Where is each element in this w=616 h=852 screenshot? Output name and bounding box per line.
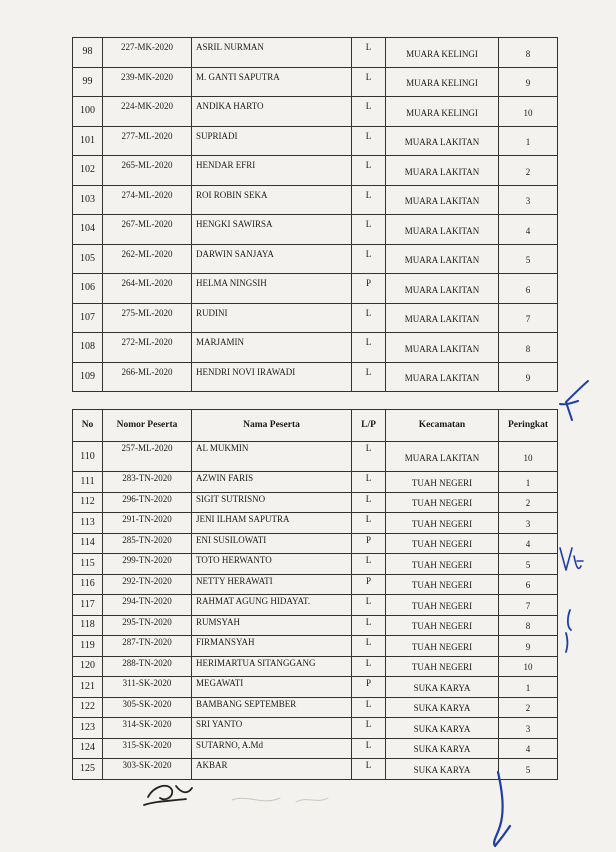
cell-nomor-peserta: 315-SK-2020 — [103, 738, 192, 759]
cell-nama-peserta: HENDRI NOVI IRAWADI — [192, 362, 352, 392]
cell-nomor-peserta: 274-ML-2020 — [103, 185, 192, 215]
cell-kecamatan: MUARA LAKITAN — [386, 215, 499, 245]
cell-nama-peserta: SUPRIADI — [192, 126, 352, 156]
cell-nomor-peserta: 296-TN-2020 — [103, 492, 192, 513]
cell-nama-peserta: RAHMAT AGUNG HIDAYAT. — [192, 595, 352, 616]
cell-peringkat: 3 — [499, 718, 558, 739]
cell-nama-peserta: M. GANTI SAPUTRA — [192, 67, 352, 97]
cell-kecamatan: SUKA KARYA — [386, 759, 499, 780]
cell-nomor-peserta: 239-MK-2020 — [103, 67, 192, 97]
header-nama-peserta: Nama Peserta — [192, 410, 352, 442]
cell-peringkat: 6 — [499, 274, 558, 304]
cell-lp: L — [352, 97, 386, 127]
cell-lp: L — [352, 492, 386, 513]
cell-peringkat: 4 — [499, 533, 558, 554]
cell-nomor-peserta: 292-TN-2020 — [103, 574, 192, 595]
cell-peringkat: 7 — [499, 595, 558, 616]
cell-lp: L — [352, 303, 386, 333]
cell-lp: P — [352, 533, 386, 554]
cell-peringkat: 5 — [499, 554, 558, 575]
cell-nama-peserta: AZWIN FARIS — [192, 472, 352, 493]
cell-lp: L — [352, 362, 386, 392]
cell-kecamatan: TUAH NEGERI — [386, 513, 499, 534]
cell-nomor-peserta: 262-ML-2020 — [103, 244, 192, 274]
cell-nama-peserta: SIGIT SUTRISNO — [192, 492, 352, 513]
cell-no: 118 — [73, 615, 103, 636]
cell-lp: L — [352, 718, 386, 739]
cell-no: 112 — [73, 492, 103, 513]
header-kecamatan: Kecamatan — [386, 410, 499, 442]
cell-peringkat: 5 — [499, 759, 558, 780]
cell-nomor-peserta: 257-ML-2020 — [103, 442, 192, 472]
cell-lp: L — [352, 759, 386, 780]
cell-nomor-peserta: 305-SK-2020 — [103, 697, 192, 718]
cell-kecamatan: MUARA KELINGI — [386, 97, 499, 127]
cell-no: 98 — [73, 38, 103, 68]
cell-kecamatan: SUKA KARYA — [386, 677, 499, 698]
cell-nomor-peserta: 283-TN-2020 — [103, 472, 192, 493]
cell-no: 104 — [73, 215, 103, 245]
paraf-mark-lower-right — [566, 610, 571, 652]
cell-kecamatan: MUARA LAKITAN — [386, 333, 499, 363]
cell-kecamatan: MUARA LAKITAN — [386, 244, 499, 274]
cell-no: 103 — [73, 185, 103, 215]
cell-no: 115 — [73, 554, 103, 575]
cell-kecamatan: TUAH NEGERI — [386, 533, 499, 554]
cell-nomor-peserta: 287-TN-2020 — [103, 636, 192, 657]
cell-kecamatan: MUARA LAKITAN — [386, 362, 499, 392]
cell-nama-peserta: MEGAWATI — [192, 677, 352, 698]
cell-kecamatan: TUAH NEGERI — [386, 636, 499, 657]
header-peringkat: Peringkat — [499, 410, 558, 442]
cell-lp: P — [352, 274, 386, 304]
cell-no: 113 — [73, 513, 103, 534]
cell-nomor-peserta: 291-TN-2020 — [103, 513, 192, 534]
cell-nama-peserta: ROI ROBIN SEKA — [192, 185, 352, 215]
cell-peringkat: 4 — [499, 215, 558, 245]
paraf-mark-middle-right — [560, 548, 583, 570]
cell-nomor-peserta: 267-ML-2020 — [103, 215, 192, 245]
cell-nomor-peserta: 314-SK-2020 — [103, 718, 192, 739]
cell-no: 101 — [73, 126, 103, 156]
cell-lp: L — [352, 615, 386, 636]
cell-nomor-peserta: 303-SK-2020 — [103, 759, 192, 780]
cell-lp: L — [352, 185, 386, 215]
cell-peringkat: 4 — [499, 738, 558, 759]
cell-peringkat: 10 — [499, 97, 558, 127]
cell-lp: L — [352, 67, 386, 97]
cell-no: 114 — [73, 533, 103, 554]
cell-lp: P — [352, 574, 386, 595]
cell-nomor-peserta: 277-ML-2020 — [103, 126, 192, 156]
cell-kecamatan: TUAH NEGERI — [386, 492, 499, 513]
cell-no: 102 — [73, 156, 103, 186]
cell-lp: L — [352, 472, 386, 493]
cell-peringkat: 10 — [499, 656, 558, 677]
cell-no: 111 — [73, 472, 103, 493]
cell-peringkat: 3 — [499, 185, 558, 215]
cell-peringkat: 9 — [499, 67, 558, 97]
cell-nomor-peserta: 294-TN-2020 — [103, 595, 192, 616]
cell-lp: L — [352, 738, 386, 759]
cell-nama-peserta: HENGKI SAWIRSA — [192, 215, 352, 245]
cell-kecamatan: MUARA LAKITAN — [386, 126, 499, 156]
cell-kecamatan: MUARA LAKITAN — [386, 274, 499, 304]
cell-no: 108 — [73, 333, 103, 363]
cell-no: 123 — [73, 718, 103, 739]
cell-kecamatan: SUKA KARYA — [386, 738, 499, 759]
cell-peringkat: 1 — [499, 126, 558, 156]
faint-backprint-scribble — [232, 798, 328, 802]
cell-no: 110 — [73, 442, 103, 472]
cell-lp: L — [352, 697, 386, 718]
cell-no: 100 — [73, 97, 103, 127]
cell-kecamatan: MUARA KELINGI — [386, 38, 499, 68]
cell-nama-peserta: ANDIKA HARTO — [192, 97, 352, 127]
cell-lp: L — [352, 244, 386, 274]
cell-peringkat: 5 — [499, 244, 558, 274]
cell-nomor-peserta: 275-ML-2020 — [103, 303, 192, 333]
cell-nama-peserta: DARWIN SANJAYA — [192, 244, 352, 274]
cell-kecamatan: SUKA KARYA — [386, 697, 499, 718]
cell-kecamatan: MUARA LAKITAN — [386, 442, 499, 472]
cell-lp: L — [352, 656, 386, 677]
cell-peringkat: 2 — [499, 492, 558, 513]
cell-nama-peserta: HELMA NINGSIH — [192, 274, 352, 304]
cell-nama-peserta: AL MUKMIN — [192, 442, 352, 472]
cell-nomor-peserta: 264-ML-2020 — [103, 274, 192, 304]
cell-nomor-peserta: 299-TN-2020 — [103, 554, 192, 575]
cell-nama-peserta: AKBAR — [192, 759, 352, 780]
header-nomor-peserta: Nomor Peserta — [103, 410, 192, 442]
cell-kecamatan: MUARA LAKITAN — [386, 303, 499, 333]
cell-lp: L — [352, 636, 386, 657]
cell-kecamatan: TUAH NEGERI — [386, 472, 499, 493]
cell-nomor-peserta: 285-TN-2020 — [103, 533, 192, 554]
cell-kecamatan: TUAH NEGERI — [386, 656, 499, 677]
cell-peringkat: 3 — [499, 513, 558, 534]
cell-kecamatan: MUARA LAKITAN — [386, 156, 499, 186]
cell-peringkat: 7 — [499, 303, 558, 333]
cell-no: 119 — [73, 636, 103, 657]
cell-nomor-peserta: 295-TN-2020 — [103, 615, 192, 636]
header-no: No — [73, 410, 103, 442]
cell-peringkat: 8 — [499, 38, 558, 68]
cell-kecamatan: TUAH NEGERI — [386, 574, 499, 595]
cell-peringkat: 9 — [499, 636, 558, 657]
cell-lp: L — [352, 38, 386, 68]
cell-peringkat: 6 — [499, 574, 558, 595]
cell-nama-peserta: NETTY HERAWATI — [192, 574, 352, 595]
signature-bottom-right — [494, 772, 510, 846]
cell-lp: L — [352, 595, 386, 616]
cell-peringkat: 1 — [499, 677, 558, 698]
cell-no: 109 — [73, 362, 103, 392]
paraf-mark-top-right — [560, 381, 588, 420]
cell-nomor-peserta: 224-MK-2020 — [103, 97, 192, 127]
cell-nomor-peserta: 227-MK-2020 — [103, 38, 192, 68]
cell-kecamatan: MUARA LAKITAN — [386, 185, 499, 215]
cell-nama-peserta: RUMSYAH — [192, 615, 352, 636]
cell-lp: L — [352, 513, 386, 534]
cell-lp: L — [352, 126, 386, 156]
cell-nama-peserta: ASRIL NURMAN — [192, 38, 352, 68]
cell-no: 99 — [73, 67, 103, 97]
cell-nomor-peserta: 311-SK-2020 — [103, 677, 192, 698]
cell-no: 124 — [73, 738, 103, 759]
cell-nama-peserta: MARJAMIN — [192, 333, 352, 363]
cell-lp: L — [352, 442, 386, 472]
cell-kecamatan: TUAH NEGERI — [386, 554, 499, 575]
signature-bottom-left — [144, 786, 192, 805]
cell-peringkat: 8 — [499, 333, 558, 363]
cell-nomor-peserta: 265-ML-2020 — [103, 156, 192, 186]
cell-lp: L — [352, 215, 386, 245]
cell-nama-peserta: FIRMANSYAH — [192, 636, 352, 657]
cell-no: 122 — [73, 697, 103, 718]
cell-peringkat: 2 — [499, 156, 558, 186]
cell-nomor-peserta: 266-ML-2020 — [103, 362, 192, 392]
cell-nama-peserta: TOTO HERWANTO — [192, 554, 352, 575]
cell-nama-peserta: BAMBANG SEPTEMBER — [192, 697, 352, 718]
header-lp: L/P — [352, 410, 386, 442]
cell-nomor-peserta: 288-TN-2020 — [103, 656, 192, 677]
cell-no: 106 — [73, 274, 103, 304]
cell-no: 120 — [73, 656, 103, 677]
cell-kecamatan: SUKA KARYA — [386, 718, 499, 739]
cell-peringkat: 2 — [499, 697, 558, 718]
cell-no: 121 — [73, 677, 103, 698]
cell-peringkat: 10 — [499, 442, 558, 472]
cell-kecamatan: TUAH NEGERI — [386, 615, 499, 636]
cell-nama-peserta: SUTARNO, A.Md — [192, 738, 352, 759]
cell-no: 125 — [73, 759, 103, 780]
cell-kecamatan: MUARA KELINGI — [386, 67, 499, 97]
cell-nama-peserta: RUDINI — [192, 303, 352, 333]
cell-peringkat: 1 — [499, 472, 558, 493]
cell-lp: L — [352, 554, 386, 575]
cell-no: 117 — [73, 595, 103, 616]
cell-no: 105 — [73, 244, 103, 274]
cell-no: 116 — [73, 574, 103, 595]
cell-no: 107 — [73, 303, 103, 333]
cell-nomor-peserta: 272-ML-2020 — [103, 333, 192, 363]
cell-nama-peserta: SRI YANTO — [192, 718, 352, 739]
cell-nama-peserta: HERIMARTUA SITANGGANG — [192, 656, 352, 677]
cell-lp: P — [352, 677, 386, 698]
cell-nama-peserta: ENI SUSILOWATI — [192, 533, 352, 554]
cell-peringkat: 9 — [499, 362, 558, 392]
cell-nama-peserta: HENDAR EFRI — [192, 156, 352, 186]
cell-peringkat: 8 — [499, 615, 558, 636]
cell-kecamatan: TUAH NEGERI — [386, 595, 499, 616]
cell-nama-peserta: JENI ILHAM SAPUTRA — [192, 513, 352, 534]
cell-lp: L — [352, 333, 386, 363]
cell-lp: L — [352, 156, 386, 186]
